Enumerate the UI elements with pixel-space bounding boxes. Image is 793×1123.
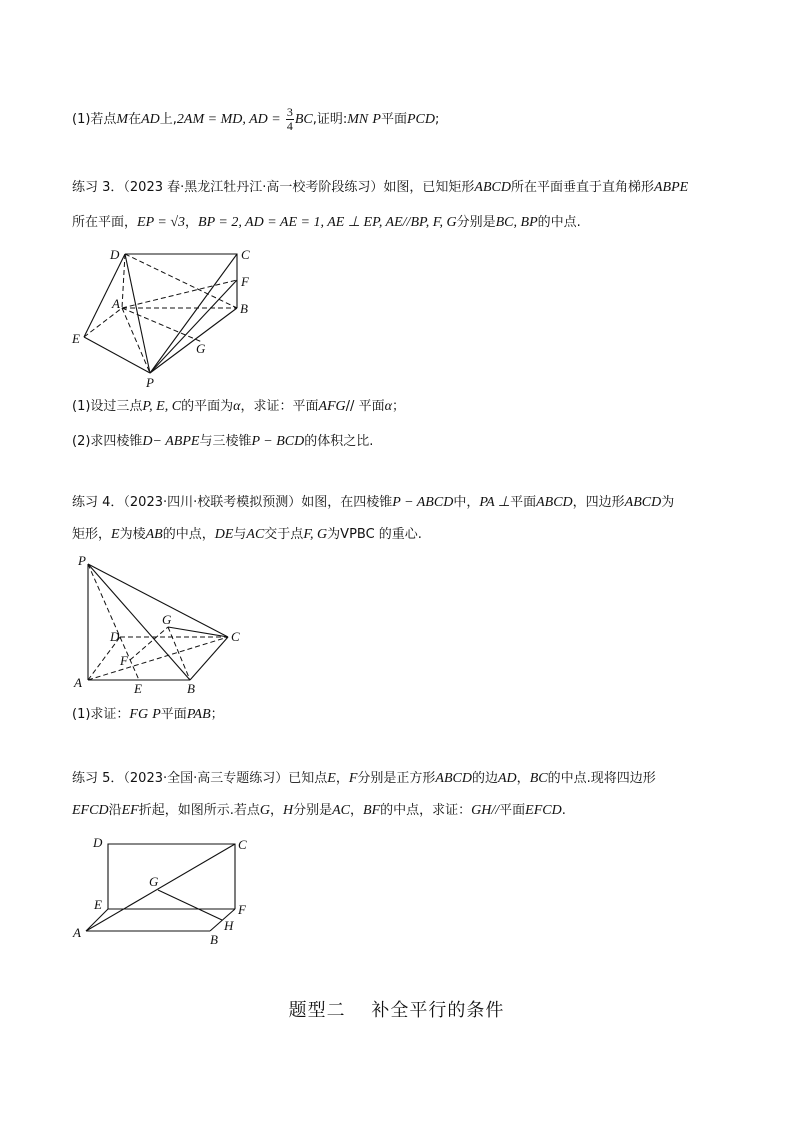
edge <box>122 280 237 308</box>
text: 交于点 <box>264 527 304 542</box>
section-heading: 题型二 补全平行的条件 <box>288 1000 505 1021</box>
math: α <box>233 399 241 414</box>
math: AD <box>498 771 517 786</box>
math: ABPE <box>653 180 689 195</box>
point-label: B <box>240 301 248 316</box>
math: P, E, C <box>142 399 182 414</box>
math: ABCD <box>474 180 511 195</box>
text: 为 <box>661 495 675 510</box>
text: ， <box>350 803 364 818</box>
text: 与三棱锥 <box>199 434 252 449</box>
text: 的中点， <box>162 527 215 542</box>
text: 为VPBC 的重心. <box>327 527 422 542</box>
fraction-denominator: 4 <box>286 119 293 133</box>
text: 练习 4．（2023·四川·校联考模拟预测）如图，在四棱锥 <box>72 495 393 510</box>
point-label: E <box>72 331 80 346</box>
text: 平面 <box>380 112 407 127</box>
point-label: F <box>241 274 249 289</box>
math: BF <box>363 803 381 818</box>
point-label: B <box>210 932 218 945</box>
point-label: D <box>110 247 120 262</box>
math: EFCD <box>72 803 109 818</box>
point-label: D <box>110 629 120 644</box>
text: 所在平面， <box>72 215 138 230</box>
text: 分别是 <box>456 215 496 230</box>
text: 沿 <box>108 803 122 818</box>
text: 上, <box>159 112 177 127</box>
point-label: G <box>196 341 206 356</box>
text: 的边 <box>471 771 498 786</box>
math: BC <box>294 112 313 127</box>
text: 分别是正方形 <box>357 771 436 786</box>
text: 的平面为 <box>181 399 234 414</box>
text: ，求证：平面 <box>240 399 319 414</box>
math: E <box>111 527 120 542</box>
text: 平面 <box>499 803 526 818</box>
math: G <box>259 803 270 818</box>
math: ABCD <box>536 495 573 510</box>
point-label: A <box>112 296 120 311</box>
math: PCD <box>406 112 435 127</box>
point-label: A <box>73 925 81 940</box>
edge <box>88 564 120 637</box>
point-label: P <box>146 375 154 390</box>
text: 为棱 <box>119 527 146 542</box>
math: PAB <box>186 707 211 722</box>
edge <box>88 564 190 680</box>
text: ； <box>210 707 224 722</box>
text: 平面 <box>510 495 537 510</box>
text: ; <box>434 112 440 127</box>
point-label: G <box>149 874 159 889</box>
ex3-q2 <box>72 433 373 451</box>
point-label: C <box>231 629 240 644</box>
ex3-figure <box>70 240 260 390</box>
text: ， <box>185 215 199 230</box>
point-label: E <box>94 897 102 912</box>
math: α <box>384 399 392 414</box>
edge <box>158 890 222 920</box>
text: 的中点，求证： <box>380 803 472 818</box>
text: ，四边形 <box>572 495 625 510</box>
math: D− ABPE <box>142 434 200 449</box>
math: FG <box>129 707 149 722</box>
math: AD <box>141 112 160 127</box>
text: (1)求证： <box>72 707 130 722</box>
part1-question <box>72 106 439 133</box>
math: BP = 2, AD = AE = 1, AE ⊥ EP, AE//BP, F, G <box>198 215 457 230</box>
edge <box>150 308 237 373</box>
math: EFCD <box>525 803 562 818</box>
edge <box>190 637 228 680</box>
text: 折起，如图所示.若点 <box>138 803 260 818</box>
parallel-symbol: P <box>152 707 161 722</box>
edge <box>84 308 122 337</box>
ex3-q1 <box>72 398 405 416</box>
edge <box>122 308 202 342</box>
text: 与 <box>233 527 247 542</box>
edge <box>150 280 237 373</box>
math: EF <box>121 803 139 818</box>
math: H <box>282 803 294 818</box>
point-label: F <box>120 653 128 668</box>
text: (1)设过三点 <box>72 399 143 414</box>
point-label: A <box>74 675 82 690</box>
edge <box>125 254 150 373</box>
math: MN <box>347 112 369 127</box>
ex5-conditions <box>72 802 566 820</box>
parallel-symbol: P <box>372 112 381 127</box>
point-label: C <box>241 247 250 262</box>
math: AFG <box>318 399 346 414</box>
text: ， <box>269 803 283 818</box>
text: ； <box>391 399 405 414</box>
text: 的中点. <box>537 215 581 230</box>
ex4-conditions <box>72 526 422 544</box>
math: ABCD <box>624 495 662 510</box>
text: 矩形， <box>72 527 112 542</box>
point-label: E <box>134 681 142 696</box>
text: // 平面 <box>345 399 385 414</box>
math: ABCD <box>435 771 472 786</box>
ex4-title <box>72 494 674 512</box>
math: P − BCD <box>251 434 305 449</box>
point-label: D <box>93 835 103 850</box>
edge <box>88 564 228 637</box>
edge <box>84 337 150 373</box>
math: F, G <box>303 527 328 542</box>
math: AC <box>332 803 350 818</box>
math: DE <box>214 527 234 542</box>
math: AB <box>145 527 163 542</box>
text: 练习 3．（2023 春·黑龙江牡丹江·高一校考阶段练习）如图，已知矩形 <box>72 180 475 195</box>
math: PA ⊥ <box>479 495 511 510</box>
text: ,证明: <box>312 112 348 127</box>
math: EP = √3 <box>137 215 185 230</box>
edge <box>122 254 125 308</box>
math: M <box>116 112 129 127</box>
math: GH// <box>471 803 500 818</box>
point-label: B <box>187 681 195 696</box>
edge <box>108 844 235 909</box>
text: 所在平面垂直于直角梯形 <box>510 180 654 195</box>
ex5-figure <box>70 830 260 945</box>
math: F <box>348 771 358 786</box>
math: 2AM = MD, AD = <box>176 112 281 127</box>
text: 分别是 <box>293 803 333 818</box>
text: (2)求四棱锥 <box>72 434 143 449</box>
math: AC <box>246 527 265 542</box>
ex3-conditions <box>72 214 581 232</box>
fraction <box>286 106 294 133</box>
math: BC, BP <box>495 215 538 230</box>
text: 练习 5．（2023·全国·高三专题练习）已知点 <box>72 771 328 786</box>
edge <box>125 254 237 308</box>
text: (1)若点 <box>72 112 117 127</box>
text: . <box>561 803 566 818</box>
text: 平面 <box>160 707 187 722</box>
text: ， <box>335 771 349 786</box>
text: 的中点.现将四边形 <box>547 771 656 786</box>
math: BC <box>529 771 548 786</box>
math: E <box>327 771 336 786</box>
text: 中， <box>453 495 480 510</box>
math: P − ABCD <box>392 495 454 510</box>
point-label: C <box>238 837 247 852</box>
ex4-q1 <box>72 706 224 724</box>
fraction-numerator: 3 <box>286 105 293 119</box>
edge <box>130 627 168 660</box>
ex4-figure <box>70 552 260 697</box>
point-label: G <box>162 612 172 627</box>
point-label: H <box>224 918 234 933</box>
text: 在 <box>128 112 142 127</box>
text: 的体积之比. <box>304 434 374 449</box>
point-label: P <box>78 553 86 568</box>
ex3-title <box>72 179 688 197</box>
ex5-title <box>72 770 656 788</box>
point-label: F <box>238 902 246 917</box>
text: ， <box>516 771 530 786</box>
edge <box>168 627 190 680</box>
